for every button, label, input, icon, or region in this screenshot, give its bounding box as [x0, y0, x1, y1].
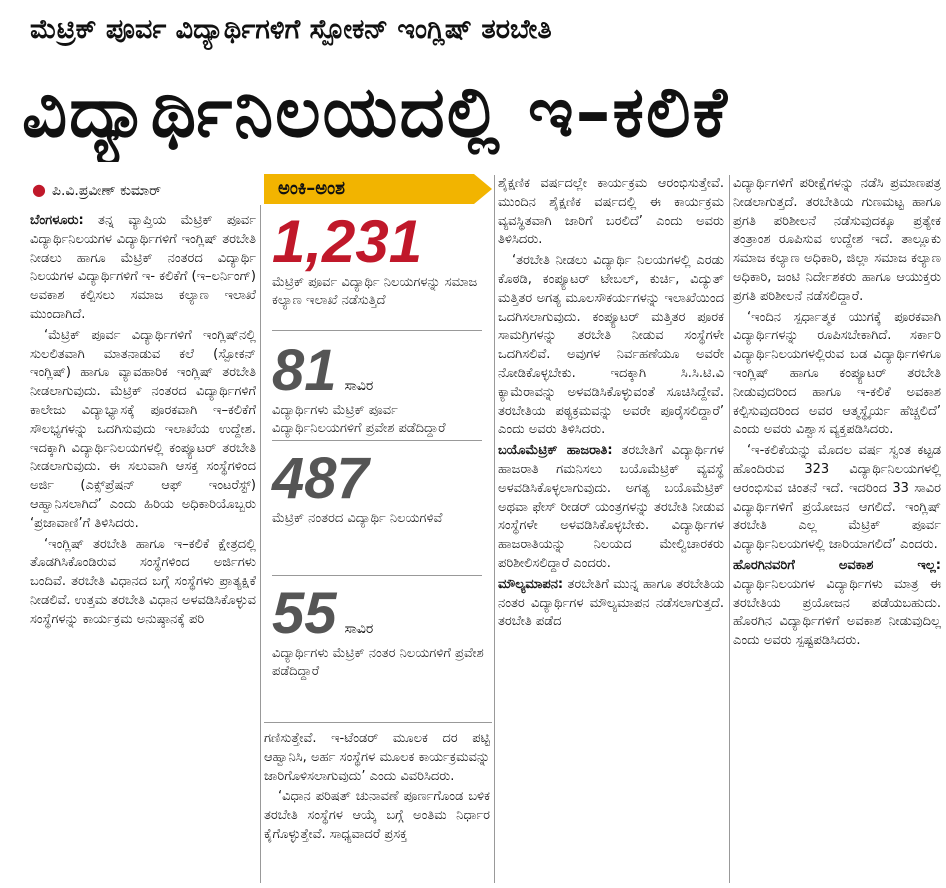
- column-rule: [494, 175, 495, 883]
- paragraph-text: ತನ್ನ ವ್ಯಾಪ್ತಿಯ ಮೆಟ್ರಿಕ್ ಪೂರ್ವ ವಿದ್ಯಾರ್ಥಿನಿಲಯಗಳ ವಿದ್ಯಾರ್ಥಿಗಳಿಗೆ ಇಂಗ್ಲಿಷ್ ತರಬೇತಿ ನೀಡಲು ಹಾಗೂ ಮೆಟ್ರಿಕ್ ನಂತರದ ವಿದ್ಯಾರ್ಥಿ ನಿಲಯಗಳ ವಿದ್ಯಾರ್ಥಿಗಳಿಗೆ ಇ- ಕಲಿಕೆಗೆ (ಇ–ಲರ್ನಿಂಗ್) ಅವಕಾಶ ಕಲ್ಪಿಸಲು ಸಮಾಜ ಕಲ್ಯಾಣ ಇಲಾಖೆ ಮುಂದಾಗಿದೆ.: [30, 213, 256, 322]
- fact-box: [264, 170, 492, 718]
- stat-item: [272, 581, 486, 681]
- byline: [32, 180, 262, 202]
- paragraph: ‘ಇಂಗ್ಲಿಷ್ ತರಬೇತಿ ಹಾಗೂ ಇ–ಕಲಿಕೆ ಕ್ಷೇತ್ರದಲ್ಲಿ ತೊಡಗಿಸಿಕೊಂಡಿರುವ ಸಂಸ್ಥೆಗಳಿಂದ ಅರ್ಜಿಗಳು ಬಂದಿವೆ. ತರಬೇತಿ ವಿಧಾನದ ಬಗ್ಗೆ ಸಂಸ್ಥೆಗಳು ಪ್ರಾತ್ಯಕ್ಷಿಕೆ ನೀಡಲಿವೆ. ಉತ್ತಮ ತರಬೇತಿ ವಿಧಾನ ಅಳವಡಿಸಿಕೊಳ್ಳುವ ಸಂಸ್ಥೆಗಳನ್ನು ಕಾರ್ಯಕ್ರಮ ಅನುಷ್ಠಾನಕ್ಕೆ ಪರಿ: [30, 536, 256, 627]
- paragraph: [498, 576, 724, 632]
- paragraph: ‘ಇಂದಿನ ಸ್ಪರ್ಧಾತ್ಮಕ ಯುಗಕ್ಕೆ ಪೂರಕವಾಗಿ ವಿದ್ಯಾರ್ಥಿಗಳನ್ನು ರೂಪಿಸಬೇಕಾಗಿದೆ. ಸರ್ಕಾರಿ ವಿದ್ಯಾರ್ಥಿನಿಲಯಗಳಲ್ಲಿರುವ ಬಡ ವಿದ್ಯಾರ್ಥಿಗಳಿಗೂ ಇಂಗ್ಲಿಷ್ ಹಾಗೂ ಕಂಪ್ಯೂಟರ್ ತರಬೇತಿ ನೀಡುವುದರಿಂದ ಹಾಗೂ ಇ-ಕಲಿಕೆ ಅವಕಾಶ ಕಲ್ಪಿಸುವುದರಿಂದ ಅವರ ಆತ್ಮಸ್ಥೈರ್ಯ ಹೆಚ್ಚಲಿದೆ’ ಎಂದು ಅವರು ವಿಶ್ವಾಸ ವ್ಯಕ್ತಪಡಿಸಿದರು.: [733, 309, 941, 438]
- paragraph: ‘ಮೆಟ್ರಿಕ್ ಪೂರ್ವ ವಿದ್ಯಾರ್ಥಿಗಳಿಗೆ ಇಂಗ್ಲಿಷ್‌ನಲ್ಲಿ ಸುಲಲಿತವಾಗಿ ಮಾತನಾಡುವ ಕಲೆ (ಸ್ಪೋಕನ್ ಇಂಗ್ಲಿಷ್) ಹಾಗೂ ವ್ಯಾವಹಾರಿಕ ಇಂಗ್ಲಿಷ್ ತರಬೇತಿ ನೀಡಲಾಗುವುದು. ಮೆಟ್ರಿಕ್ ನಂತರದ ವಿದ್ಯಾರ್ಥಿಗಳಿಗೆ ಕಾಲೇಜು ವಿದ್ಯಾಭ್ಯಾಸಕ್ಕೆ ಪೂರಕವಾಗಿ ಇ–ಕಲಿಕೆಗೆ ಸೌಲಭ್ಯಗಳನ್ನು ಒದಗಿಸುವುದು ಇಲಾಖೆಯ ಉದ್ದೇಶ. ಇದಕ್ಕಾಗಿ ವಿದ್ಯಾರ್ಥಿನಿಲಯಗಳಲ್ಲಿ ಕಂಪ್ಯೂಟರ್ ತರಬೇತಿ ನೀಡಲಾಗುವುದು. ಈ ಸಲುವಾಗಿ ಆಸಕ್ತ ಸಂಸ್ಥೆಗಳಿಂದ ಅರ್ಜಿ (ಎಕ್ಸ್‌ಪ್ರೆಷನ್ ಆಫ್ ಇಂಟರೆಸ್ಟ್) ಆಹ್ವಾನಿಸಲಾಗಿದೆ’ ಎಂದು ಹಿರಿಯ ಅಧಿಕಾರಿಯೊಬ್ಬರು ‘ಪ್ರಜಾವಾಣಿ’ಗೆ ತಿಳಿಸಿದರು.: [30, 327, 256, 531]
- stat-description: ಮೆಟ್ರಿಕ್ ನಂತರದ ವಿದ್ಯಾರ್ಥಿ ನಿಲಯಗಳಿವೆ: [272, 511, 443, 526]
- stat-number: 81: [272, 338, 337, 403]
- fact-box-label: ಅಂಕಿ–ಅಂಶ: [264, 174, 474, 204]
- stat-number: 1,231: [272, 208, 423, 275]
- stat-unit: ಸಾವಿರ: [344, 621, 374, 637]
- divider: [272, 440, 482, 441]
- stat-description: ವಿದ್ಯಾರ್ಥಿಗಳು ಮೆಟ್ರಿಕ್ ಪೂರ್ವ ವಿದ್ಯಾರ್ಥಿನಿಲಯಗಳಿಗೆ ಪ್ರವೇಶ ಪಡೆದಿದ್ದಾರೆ: [272, 403, 446, 436]
- kicker: ಮೆಟ್ರಿಕ್ ಪೂರ್ವ ವಿದ್ಯಾರ್ಥಿಗಳಿಗೆ ಸ್ಪೋಕನ್ ಇಂಗ್ಲಿಷ್ ತರಬೇತಿ: [30, 14, 552, 45]
- subhead: ಹೊರಗಿನವರಿಗೆ ಅವಕಾಶ ಇಲ್ಲ:: [733, 557, 941, 573]
- paragraph-text: ತರಬೇತಿಗೆ ವಿದ್ಯಾರ್ಥಿಗಳ ಹಾಜರಾತಿ ಗಮನಿಸಲು ಬಯೊಮೆಟ್ರಿಕ್ ವ್ಯವಸ್ಥೆ ಅಳವಡಿಸಿಕೊಳ್ಳಲಾಗುವುದು. ಅಗತ್ಯ ಬಯೊಮೆಟ್ರಿಕ್ ಅಥವಾ ಫೇಸ್ ರೀಡರ್ ಯಂತ್ರಗಳನ್ನು ತರಬೇತಿ ನೀಡುವ ಸಂಸ್ಥೆಗಳೇ ಅಳವಡಿಸಿಕೊಳ್ಳಬೇಕು. ವಿದ್ಯಾರ್ಥಿಗಳ ಹಾಜರಾತಿಯನ್ನು ನಿಲಯದ ಮೇಲ್ವಿಚಾರಕರು ಪರಿಶೀಲಿಸಲಿದ್ದಾರೆ ಎಂದರು.: [498, 443, 724, 571]
- column-rule: [260, 205, 261, 883]
- stat-description: ಮೆಟ್ರಿಕ್ ಪೂರ್ವ ವಿದ್ಯಾರ್ಥಿ ನಿಲಯಗಳನ್ನು ಸಮಾಜ ಕಲ್ಯಾಣ ಇಲಾಖೆ ನಡೆಸುತ್ತಿದೆ: [272, 275, 478, 308]
- stat-number: 55: [272, 581, 337, 646]
- divider: [272, 330, 482, 331]
- paragraph: ಶೈಕ್ಷಣಿಕ ವರ್ಷದಲ್ಲೇ ಕಾರ್ಯಕ್ರಮ ಆರಂಭಿಸುತ್ತೇವೆ. ಮುಂದಿನ ಶೈಕ್ಷಣಿಕ ವರ್ಷದಲ್ಲಿ ಈ ಕಾರ್ಯಕ್ರಮ ವ್ಯವಸ್ಥಿತವಾಗಿ ಜಾರಿಗೆ ಬರಲಿದೆ’ ಎಂದು ಅವರು ತಿಳಿಸಿದರು.: [498, 176, 724, 248]
- article-column-4: [733, 175, 941, 883]
- paragraph-text: ತರಬೇತಿಗೆ ಮುನ್ನ ಹಾಗೂ ತರಬೇತಿಯ ನಂತರ ವಿದ್ಯಾರ್ಥಿಗಳ ಮೌಲ್ಯಮಾಪನ ನಡೆಸಲಾಗುತ್ತದೆ. ತರಬೇತಿ ಪಡೆದ: [498, 576, 724, 630]
- paragraph: [498, 442, 724, 574]
- paragraph: ವಿದ್ಯಾರ್ಥಿಗಳಿಗೆ ಪರೀಕ್ಷೆಗಳನ್ನು ನಡೆಸಿ ಪ್ರಮಾಣಪತ್ರ ನೀಡಲಾಗುತ್ತದೆ. ತರಬೇತಿಯ ಗುಣಮಟ್ಟ ಹಾಗೂ ಪ್ರಗತಿ ಪರಿಶೀಲನೆ ನಡೆಸುವುದಕ್ಕೂ ಪ್ರತ್ಯೇಕ ತಂತ್ರಾಂಶ ರೂಪಿಸುವ ಉದ್ದೇಶ ಇದೆ. ತಾಲ್ಲೂಕು ಸಮಾಜ ಕಲ್ಯಾಣ ಅಧಿಕಾರಿ, ಜಿಲ್ಲಾ ಸಮಾಜ ಕಲ್ಯಾಣ ಅಧಿಕಾರಿ, ಜಂಟಿ ನಿರ್ದೇಶಕರು ಹಾಗೂ ಆಯುಕ್ತರು ಪ್ರಗತಿ ಪರಿಶೀಲನೆ ನಡೆಸಲಿದ್ದಾರೆ.: [733, 176, 941, 304]
- byline-author: ಪಿ.ವಿ.ಪ್ರವೀಣ್ ಕುಮಾರ್: [51, 183, 162, 199]
- subhead: ಮೌಲ್ಯಮಾಪನ:: [498, 576, 564, 592]
- stat-description: ವಿದ್ಯಾರ್ಥಿಗಳು ಮೆಟ್ರಿಕ್ ನಂತರ ನಿಲಯಗಳಿಗೆ ಪ್ರವೇಶ ಪಡೆದಿದ್ದಾರೆ: [272, 646, 484, 679]
- divider: [272, 575, 482, 576]
- article-column-1: [30, 212, 256, 882]
- subhead: ಬಯೊಮೆಟ್ರಿಕ್ ಹಾಜರಾತಿ:: [498, 443, 613, 459]
- stat-item: [272, 208, 486, 310]
- byline-bullet-icon: ●: [32, 180, 46, 199]
- paragraph: ‘ಇ-ಕಲಿಕೆಯನ್ನು ಮೊದಲ ವರ್ಷ ಸ್ವಂತ ಕಟ್ಟಡ ಹೊಂದಿರುವ 323 ವಿದ್ಯಾರ್ಥಿನಿಲಯಗಳಲ್ಲಿ ಆರಂಭಿಸುವ ಚಿಂತನೆ ಇದೆ. ಇದರಿಂದ 33 ಸಾವಿರ ವಿದ್ಯಾರ್ಥಿಗಳಿಗೆ ಪ್ರಯೋಜನ ಆಗಲಿದೆ. ಇಂಗ್ಲಿಷ್ ತರಬೇತಿ ಎಲ್ಲ ಮೆಟ್ರಿಕ್ ಪೂರ್ವ ವಿದ್ಯಾರ್ಥಿನಿಲಯಗಳಲ್ಲಿ ಜಾರಿಯಾಗಲಿದೆ’ ಎಂದರು.: [733, 443, 941, 553]
- stat-item: [272, 338, 486, 438]
- dateline: ಬೆಂಗಳೂರು:: [30, 213, 84, 228]
- article-column-2: [264, 730, 490, 882]
- stat-item: [272, 446, 486, 528]
- headline: ವಿದ್ಯಾರ್ಥಿನಿಲಯದಲ್ಲಿ ಇ–ಕಲಿಕೆ: [22, 71, 729, 153]
- paragraph-text: ವಿದ್ಯಾರ್ಥಿನಿಲಯಗಳ ವಿದ್ಯಾರ್ಥಿಗಳು ಮಾತ್ರ ಈ ತರಬೇತಿಯ ಪ್ರಯೋಜನ ಪಡೆಯಬಹುದು. ಹೊರಗಿನ ವಿದ್ಯಾರ್ಥಿಗಳಿಗೆ ಅವಕಾಶ ನೀಡುವುದಿಲ್ಲ ಎಂದು ಅವರು ಸ್ಪಷ್ಟಪಡಿಸಿದರು.: [733, 576, 941, 649]
- article-column-3: [498, 175, 724, 883]
- paragraph: ‘ವಿಧಾನ ಪರಿಷತ್ ಚುನಾವಣೆ ಪೂರ್ಣಗೊಂಡ ಬಳಿಕ ತರಬೇತಿ ಸಂಸ್ಥೆಗಳ ಆಯ್ಕೆ ಬಗ್ಗೆ ಅಂತಿಮ ನಿರ್ಧಾರ ಕೈಗೊಳ್ಳುತ್ತೇವೆ. ಸಾಧ್ಯವಾದರೆ ಪ್ರಸಕ್ತ: [264, 789, 490, 842]
- divider: [264, 722, 492, 723]
- stat-number: 487: [272, 446, 369, 511]
- paragraph: [30, 212, 256, 325]
- paragraph: ಗಣಿಸುತ್ತೇವೆ. ಇ-ಟೆಂಡರ್ ಮೂಲಕ ದರ ಪಟ್ಟಿ ಆಹ್ವಾನಿಸಿ, ಅರ್ಹ ಸಂಸ್ಥೆಗಳ ಮೂಲಕ ಕಾರ್ಯಕ್ರಮವನ್ನು ಜಾರಿಗೊಳಿಸಲಾಗುವುದು’ ಎಂದು ವಿವರಿಸಿದರು.: [264, 731, 490, 784]
- column-rule: [729, 175, 730, 883]
- paragraph: ‘ತರಬೇತಿ ನೀಡಲು ವಿದ್ಯಾರ್ಥಿ ನಿಲಯಗಳಲ್ಲಿ ಎರಡು ಕೊಠಡಿ, ಕಂಪ್ಯೂಟರ್ ಟೇಬಲ್, ಕುರ್ಚಿ, ವಿದ್ಯುತ್ ಮತ್ತಿತರ ಅಗತ್ಯ ಮೂಲಸೌಕರ್ಯಗಳನ್ನು ಇಲಾಖೆಯಿಂದ ಒದಗಿಸಲಾಗುವುದು. ಕಂಪ್ಯೂಟರ್ ಮತ್ತಿತರ ಪೂರಕ ಸಾಮಗ್ರಿಗಳನ್ನು ತರಬೇತಿ ನೀಡುವ ಸಂಸ್ಥೆಗಳೇ ಒದಗಿಸಲಿವೆ. ಅವುಗಳ ನಿರ್ವಹಣೆಯೂ ಅವರೇ ನೋಡಿಕೊಳ್ಳಬೇಕು. ಇದಕ್ಕಾಗಿ ಸಿ.ಸಿ.ಟಿ.ವಿ ಕ್ಯಾಮೆರಾವನ್ನು ಅಳವಡಿಸಿಕೊಳ್ಳುವಂತೆ ಸೂಚಿಸಿದ್ದೇವೆ. ತರಬೇತಿಯ ಪಠ್ಯಕ್ರಮವನ್ನು ಅವರೇ ಪೂರೈಸಲಿದ್ದಾರೆ’ ಎಂದು ಅವರು ತಿಳಿಸಿದರು.: [498, 253, 724, 438]
- stat-unit: ಸಾವಿರ: [344, 378, 374, 394]
- paragraph: [733, 557, 941, 651]
